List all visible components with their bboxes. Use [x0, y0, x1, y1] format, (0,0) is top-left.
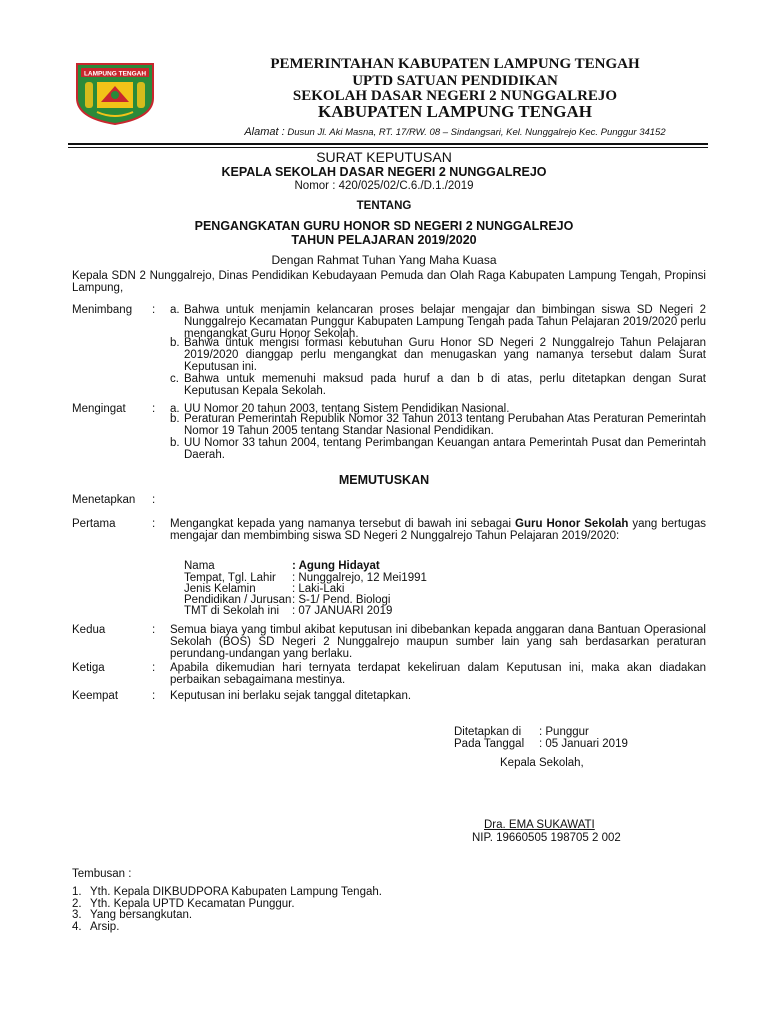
signature-date-value: : 05 Januari 2019 — [539, 738, 628, 750]
ketiga-colon: : — [152, 662, 156, 674]
kedua-label: Kedua — [72, 624, 106, 636]
tembusan-item-number: 3. — [72, 909, 82, 921]
identity-value: : 07 JANUARI 2019 — [292, 605, 393, 617]
mengingat-label: Mengingat — [72, 403, 126, 415]
mengingat-item-letter: b. — [170, 413, 180, 425]
pertama-text-before: Mengangkat kepada yang namanya tersebut di bawah ini sebagai — [170, 518, 516, 530]
tembusan-item-number: 2. — [72, 898, 82, 910]
mengingat-item-letter: b. — [170, 437, 180, 449]
identity-label: Nama — [184, 560, 215, 572]
menimbang-item-letter: a. — [170, 304, 180, 316]
letterhead-divider-thin — [68, 147, 708, 148]
identity-value: : Laki-Laki — [292, 583, 345, 595]
address-label: Alamat : — [244, 126, 285, 138]
regency-logo — [71, 58, 159, 126]
identity-label: Pendidikan / Jurusan — [184, 594, 292, 606]
mengingat-item-text: UU Nomor 20 tahun 2003, tentang Sistem Pendidikan Nasional. — [184, 403, 510, 415]
mengingat-colon: : — [152, 403, 156, 415]
keempat-text: Keputusan ini berlaku sejak tanggal ditetapkan. — [170, 690, 412, 702]
logo-text: LAMPUNG TENGAH — [83, 70, 147, 78]
tembusan-item-text: Yth. Kepala DIKBUDPORA Kabupaten Lampung Tengah. — [90, 886, 382, 898]
tembusan-item-number: 1. — [72, 886, 82, 898]
tembusan-item-text: Yang bersangkutan. — [90, 909, 193, 921]
letterhead-government: PEMERINTAHAN KABUPATEN LAMPUNG TENGAH — [270, 56, 640, 72]
pertama-text-bold: Guru Honor Sekolah — [515, 518, 629, 530]
menimbang-item-text: Bahwa untuk menjamin kelancaran proses belajar mengajar dan bimbingan siswa SD Negeri 2 Nunggalrejo Kecamatan Punggur Kabupaten Lampung Tengah pada Tahun Pelajaran 2019/2020 perlu mengangkat Guru Honor Sekolah. — [184, 304, 706, 340]
tembusan-item-text: Arsip. — [90, 921, 120, 933]
letterhead-address — [160, 126, 750, 139]
menimbang-item-letter: b. — [170, 337, 180, 349]
ketiga-text: Apabila dikemudian hari ternyata terdapat kekeliruan dalam Keputusan ini, maka akan diadakan perbaikan sebagaimana mestinya. — [170, 662, 706, 686]
identity-label: Jenis Kelamin — [184, 583, 256, 595]
mengingat-item-letter: a. — [170, 403, 180, 415]
blessing-line: Dengan Rahmat Tuhan Yang Maha Kuasa — [271, 253, 497, 267]
identity-value: : S-1/ Pend. Biologi — [292, 594, 391, 606]
ketiga-label: Ketiga — [72, 662, 105, 674]
tembusan-label: Tembusan : — [72, 868, 132, 880]
signature-position: Kepala Sekolah, — [500, 757, 584, 769]
mengingat-item-text: Peraturan Pemerintah Republik Nomor 32 Tahun 2013 tentang Perubahan Atas Peraturan Pemerintah Nomor 19 Tahun 2005 tentang Standar Nasional Pendidikan. — [184, 413, 706, 437]
pertama-text-after: yang bertugas mengajar dan membimbing siswa SD Negeri 2 Nunggalrejo Tahun Pelajaran 2019/2020: — [170, 518, 706, 542]
menimbang-item-text: Bahwa untuk memenuhi maksud pada huruf a dan b di atas, perlu ditetapkan dengan Surat Keputusan Kepala Sekolah. — [184, 373, 706, 397]
menimbang-item-letter: c. — [170, 373, 179, 385]
signature-place-value: : Punggur — [539, 726, 589, 738]
letterhead-divider-thick — [68, 143, 708, 145]
pertama-colon: : — [152, 518, 156, 530]
signature-name: Dra. EMA SUKAWATI — [484, 819, 595, 831]
keempat-label: Keempat — [72, 690, 119, 702]
letterhead-school: SEKOLAH DASAR NEGERI 2 NUNGGALREJO — [292, 88, 618, 104]
document-number: Nomor : 420/025/02/C.6./D.1./2019 — [294, 180, 474, 192]
menimbang-colon: : — [152, 304, 156, 316]
identity-label: Tempat, Tgl. Lahir — [184, 572, 276, 584]
pertama-text — [170, 518, 706, 542]
menetapkan-label: Menetapkan — [72, 494, 136, 506]
signature-nip: NIP. 19660505 198705 2 002 — [472, 832, 621, 844]
identity-value: : Nunggalrejo, 12 Mei1991 — [292, 572, 427, 584]
kedua-text: Semua biaya yang timbul akibat keputusan ini dibebankan kepada anggaran dana Bantuan Operasional Sekolah (BOS) SD Negeri 2 Nunggalrejo maupun sumber lain yang sah berdasarkan peraturan perundang-undangan yang berlaku. — [170, 624, 706, 660]
pertama-label: Pertama — [72, 518, 116, 530]
tembusan-item-number: 4. — [72, 921, 82, 933]
kedua-colon: : — [152, 624, 156, 636]
mengingat-item-text: UU Nomor 33 tahun 2004, tentang Perimbangan Keuangan antara Pemerintah Pusat dan Pemerintah Daerah. — [184, 437, 706, 461]
document-title: SURAT KEPUTUSAN — [316, 149, 452, 165]
menetapkan-colon: : — [152, 494, 156, 506]
document-subtitle: KEPALA SEKOLAH DASAR NEGERI 2 NUNGGALREJO — [221, 165, 547, 179]
letterhead-regency: KABUPATEN LAMPUNG TENGAH — [318, 102, 592, 121]
tembusan-item-text: Yth. Kepala UPTD Kecamatan Punggur. — [90, 898, 295, 910]
identity-value: : Agung Hidayat — [292, 560, 380, 572]
address-text: Dusun Jl. Aki Masna, RT. 17/RW. 08 – Sindangsari, Kel. Nunggalrejo Kec. Punggur 34152 — [287, 127, 666, 138]
subject-line-2: TAHUN PELAJARAN 2019/2020 — [291, 233, 477, 247]
signature-place-label: Ditetapkan di — [454, 726, 522, 738]
intro-paragraph: Kepala SDN 2 Nunggalrejo, Dinas Pendidikan Kebudayaan Pemuda dan Olah Raga Kabupaten Lampung Tengah, Propinsi Lampung, — [72, 270, 706, 294]
identity-label: TMT di Sekolah ini — [184, 605, 280, 617]
menimbang-label: Menimbang — [72, 304, 133, 316]
subject-line-1: PENGANGKATAN GURU HONOR SD NEGERI 2 NUNGGALREJO — [194, 219, 574, 233]
letterhead-agency: UPTD SATUAN PENDIDIKAN — [352, 73, 558, 89]
menimbang-item-text: Bahwa untuk mengisi formasi kebutuhan Guru Honor SD Negeri 2 Nunggalrejo Tahun Pelajaran 2019/2020 dianggap perlu mengangkat dan menugaskan yang namanya tersebut dalam Surat Keputusan ini. — [184, 337, 706, 373]
keempat-colon: : — [152, 690, 156, 702]
about-label: TENTANG — [356, 200, 412, 212]
decision-heading: MEMUTUSKAN — [338, 473, 430, 487]
signature-date-label: Pada Tanggal — [454, 738, 525, 750]
